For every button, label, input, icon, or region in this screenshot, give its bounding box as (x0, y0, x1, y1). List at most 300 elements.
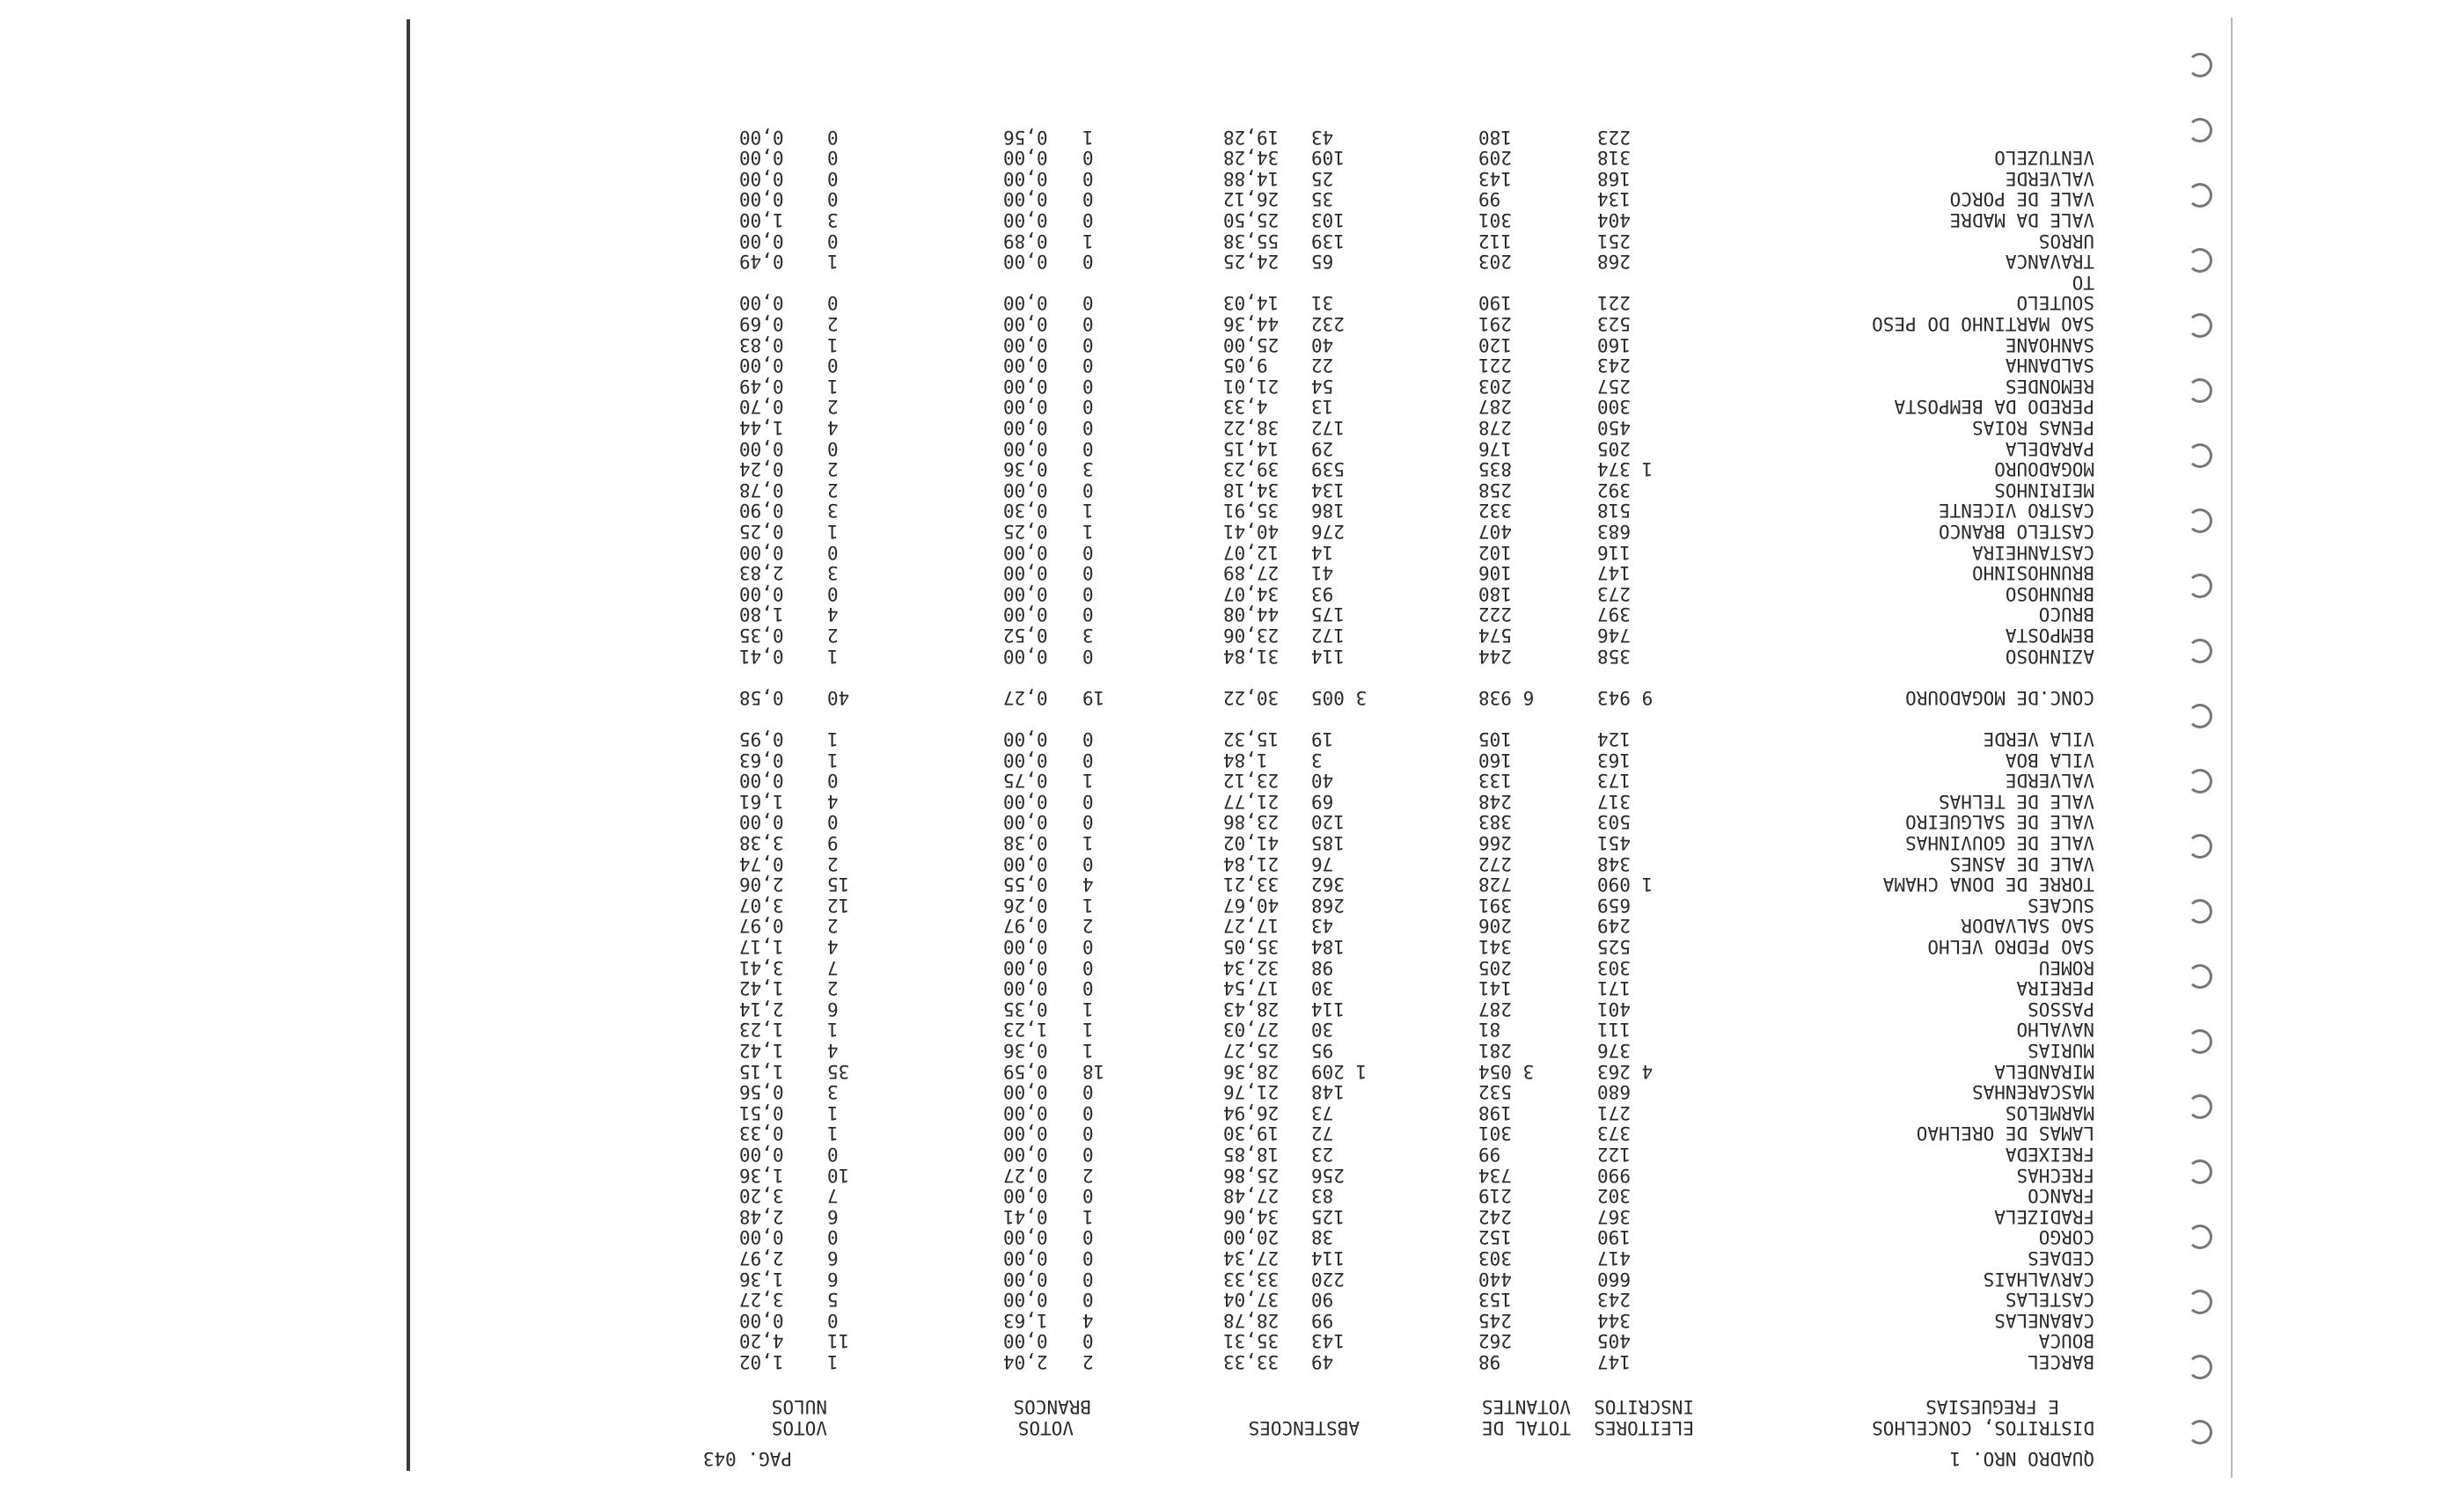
cell-ins: 303 (1597, 956, 1631, 978)
cell-absp: 34,06 (1223, 1205, 1280, 1227)
cell-name: VILA VERDE (1983, 728, 2094, 750)
cell-bra: 3 (1082, 458, 1094, 480)
cell-absp: 27,34 (1223, 1247, 1280, 1269)
cell-nul: 1 (827, 645, 839, 667)
quadro-label: QUADRO NRO. 1 (1949, 1448, 2094, 1469)
cell-absp: 38,22 (1223, 417, 1280, 438)
cell-name: CASTELAS (2005, 1289, 2094, 1311)
cell-nul: 1 (827, 251, 839, 273)
table-row (634, 230, 2094, 252)
cell-bra: 0 (1082, 375, 1094, 397)
cell-brap: 0,59 (1003, 1060, 1048, 1082)
cell-brap: 1,23 (1003, 1019, 1048, 1041)
cell-bra: 0 (1082, 1101, 1094, 1123)
cell-nul: 35 (827, 1060, 850, 1082)
cell-absp: 14,88 (1223, 167, 1280, 189)
cell-absp: 44,36 (1223, 313, 1280, 334)
punch-hole (2188, 443, 2212, 468)
cell-bra: 0 (1082, 1226, 1094, 1248)
table-row (634, 1144, 2094, 1165)
cell-nul: 4 (827, 1040, 839, 1061)
cell-bra: 0 (1082, 251, 1094, 273)
cell-nul: 10 (827, 1164, 850, 1186)
header-brancos-2: BRANCOS (1013, 1396, 1091, 1417)
cell-nulp: 0,49 (739, 375, 784, 397)
cell-nulp: 1,44 (739, 417, 784, 438)
cell-ins: 251 (1597, 230, 1631, 252)
cell-nul: 2 (827, 977, 839, 999)
cell-brap: 0,56 (1003, 126, 1048, 148)
cell-abs: 1 209 (1311, 1060, 1368, 1082)
cell-brap: 0,00 (1003, 147, 1048, 169)
cell-name: REMONDES (2005, 375, 2094, 397)
cell-brap: 0,55 (1003, 874, 1048, 896)
cell-name: SAO MARTINHO DO PESO (1872, 313, 2094, 334)
cell-name: URROS (2038, 230, 2094, 252)
cell-nul: 2 (827, 915, 839, 937)
cell-name: VALE DE TELHAS (1938, 790, 2094, 812)
cell-nulp: 3,27 (739, 1289, 784, 1311)
cell-ins: 451 (1597, 832, 1631, 853)
table-row (634, 1123, 2094, 1144)
cell-abs: 40 (1311, 333, 1334, 355)
table-row (634, 292, 2094, 313)
cell-abs: 114 (1311, 645, 1345, 667)
table-row (634, 791, 2094, 812)
cell-absp: 31,84 (1223, 645, 1280, 667)
cell-abs: 23 (1311, 1144, 1334, 1165)
cell-absp: 40,41 (1223, 521, 1280, 542)
cell-ins: 9 943 (1597, 686, 1654, 708)
punch-hole (2188, 183, 2212, 208)
table-row (634, 853, 2094, 874)
cell-absp: 35,31 (1223, 1330, 1280, 1352)
cell-bra: 0 (1082, 417, 1094, 438)
header-votantes-1: TOTAL DE (1481, 1417, 1571, 1438)
cell-nul: 2 (827, 396, 839, 418)
cell-absp: 17,54 (1223, 977, 1280, 999)
table-row (634, 998, 2094, 1020)
table-row (634, 977, 2094, 998)
table-row (634, 687, 2094, 708)
punch-hole (2188, 899, 2212, 924)
table-row (634, 334, 2094, 355)
cell-absp: 40,67 (1223, 894, 1280, 916)
cell-brap: 0,00 (1003, 977, 1048, 999)
table-row (634, 209, 2094, 230)
cell-name: BRUNHOSO (2005, 582, 2094, 604)
cell-absp: 27,48 (1223, 1185, 1280, 1207)
cell-bra: 0 (1082, 1330, 1094, 1352)
cell-nul: 1 (827, 521, 839, 542)
cell-nulp: 0,00 (739, 770, 784, 792)
cell-name: VALE DA MADRE (1949, 209, 2094, 230)
cell-bra: 4 (1082, 1309, 1094, 1331)
cell-brap: 0,00 (1003, 251, 1048, 273)
cell-abs: 30 (1311, 977, 1334, 999)
cell-ins: 160 (1597, 333, 1631, 355)
cell-name: BARCEL (2028, 1351, 2094, 1372)
table-row (634, 355, 2094, 376)
cell-nul: 0 (827, 355, 839, 377)
cell-nulp: 0,00 (739, 437, 784, 459)
cell-bra: 1 (1082, 230, 1094, 252)
cell-name: CASTRO VICENTE (1938, 500, 2094, 522)
table-row (634, 770, 2094, 791)
cell-bra: 0 (1082, 292, 1094, 314)
cell-brap: 0,00 (1003, 749, 1048, 771)
cell-nul: 1 (827, 728, 839, 750)
cell-brap: 0,00 (1003, 728, 1048, 750)
header-brancos-1: VOTOS (1017, 1417, 1074, 1438)
cell-vot: 391 (1478, 894, 1512, 916)
table-row (634, 251, 2094, 272)
header-area-2: E FREGUESIAS (1925, 1396, 2059, 1417)
cell-vot: 242 (1478, 1205, 1512, 1227)
cell-name: CABANELAS (1994, 1309, 2094, 1331)
punch-hole (2188, 378, 2212, 403)
cell-vot: 190 (1478, 292, 1512, 314)
cell-nul: 0 (827, 188, 839, 210)
cell-nulp: 0,74 (739, 852, 784, 874)
header-nulos-1: VOTOS (771, 1417, 827, 1438)
cell-abs: 13 (1311, 396, 1334, 418)
cell-bra: 0 (1082, 167, 1094, 189)
cell-abs: 25 (1311, 167, 1334, 189)
cell-name: BRUNHOSINHO (1971, 562, 2094, 584)
cell-abs: 185 (1311, 832, 1345, 853)
cell-nul: 0 (827, 1144, 839, 1165)
cell-nulp: 2,97 (739, 1247, 784, 1269)
table-row (634, 895, 2094, 916)
cell-abs: 19 (1311, 728, 1334, 750)
table-row (634, 313, 2094, 334)
cell-abs: 268 (1311, 894, 1345, 916)
cell-name: SALDANHA (2005, 355, 2094, 377)
cell-vot: 180 (1478, 126, 1512, 148)
cell-nul: 1 (827, 1123, 839, 1145)
cell-ins: 168 (1597, 167, 1631, 189)
table-row (634, 479, 2094, 501)
cell-bra: 0 (1082, 1289, 1094, 1311)
cell-brap: 0,00 (1003, 1289, 1048, 1311)
cell-vot: 176 (1478, 437, 1512, 459)
cell-nulp: 0,00 (739, 541, 784, 563)
cell-vot: 205 (1478, 956, 1512, 978)
table-row (634, 147, 2094, 168)
punch-hole (2188, 704, 2212, 728)
cell-name: NAVALHO (2016, 1019, 2094, 1041)
cell-ins: 302 (1597, 1185, 1631, 1207)
cell-absp: 12,07 (1223, 541, 1280, 563)
cell-brap: 0,89 (1003, 230, 1048, 252)
cell-name: PENAS ROIAS (1971, 417, 2094, 438)
cell-name: PARADELA (2005, 437, 2094, 459)
cell-nulp: 0,51 (739, 1101, 784, 1123)
cell-ins: 122 (1597, 1144, 1631, 1165)
table-row (634, 438, 2094, 459)
cell-nulp: 3,38 (739, 832, 784, 853)
table-row (634, 272, 2094, 293)
cell-brap: 0,30 (1003, 500, 1048, 522)
cell-nulp: 1,36 (739, 1164, 784, 1186)
cell-absp: 4,33 (1223, 396, 1268, 418)
cell-bra: 18 (1082, 1060, 1105, 1082)
cell-absp: 25,00 (1223, 333, 1280, 355)
cell-abs: 232 (1311, 313, 1345, 334)
cell-bra: 1 (1082, 770, 1094, 792)
cell-ins: 680 (1597, 1081, 1631, 1103)
cell-name: PASSOS (2028, 998, 2094, 1020)
cell-vot: 112 (1478, 230, 1512, 252)
cell-nul: 3 (827, 209, 839, 230)
cell-abs: 76 (1311, 852, 1334, 874)
cell-vot: 278 (1478, 417, 1512, 438)
table-row (634, 417, 2094, 438)
cell-brap: 0,52 (1003, 625, 1048, 646)
cell-nulp: 1,23 (739, 1019, 784, 1041)
cell-ins: 417 (1597, 1247, 1631, 1269)
punch-hole (2188, 964, 2212, 989)
cell-nulp: 2,06 (739, 874, 784, 896)
cell-abs: 30 (1311, 1019, 1334, 1041)
punch-hole (2188, 1029, 2212, 1054)
cell-nulp: 0,00 (739, 188, 784, 210)
header-nulos-2: NULOS (771, 1396, 827, 1417)
page-number: PAG. 043 (702, 1448, 792, 1469)
cell-vot: 180 (1478, 582, 1512, 604)
cell-ins: 450 (1597, 417, 1631, 438)
cell-nulp: 0,00 (739, 230, 784, 252)
cell-bra: 0 (1082, 956, 1094, 978)
cell-vot: 209 (1478, 147, 1512, 169)
table-row (634, 707, 2094, 728)
cell-bra: 0 (1082, 728, 1094, 750)
table-row (634, 915, 2094, 936)
table-row (634, 188, 2094, 209)
cell-bra: 0 (1082, 603, 1094, 625)
cell-nulp: 1,42 (739, 1040, 784, 1061)
cell-nul: 2 (827, 852, 839, 874)
cell-ins: 990 (1597, 1164, 1631, 1186)
cell-ins: 518 (1597, 500, 1631, 522)
cell-abs: 83 (1311, 1185, 1334, 1207)
table-row (634, 396, 2094, 417)
cell-brap: 0,00 (1003, 562, 1048, 584)
table-row (634, 1019, 2094, 1040)
cell-absp: 28,78 (1223, 1309, 1280, 1331)
cell-vot: 407 (1478, 521, 1512, 542)
cell-brap: 0,00 (1003, 956, 1048, 978)
cell-nul: 0 (827, 1309, 839, 1331)
cell-absp: 19,28 (1223, 126, 1280, 148)
cell-ins: 116 (1597, 541, 1631, 563)
cell-bra: 0 (1082, 333, 1094, 355)
cell-nulp: 0,63 (739, 749, 784, 771)
cell-nulp: 1,61 (739, 790, 784, 812)
cell-nul: 1 (827, 375, 839, 397)
cell-bra: 1 (1082, 998, 1094, 1020)
cell-bra: 2 (1082, 1351, 1094, 1372)
table-row (634, 1289, 2094, 1310)
punch-hole (2188, 1159, 2212, 1184)
cell-nulp: 3,20 (739, 1185, 784, 1207)
cell-vot: 141 (1478, 977, 1512, 999)
cell-nul: 12 (827, 894, 850, 916)
cell-nulp: 1,17 (739, 936, 784, 957)
cell-brap: 0,00 (1003, 1330, 1048, 1352)
cell-abs: 109 (1311, 147, 1345, 169)
cell-name: BOUCA (2038, 1330, 2094, 1352)
cell-ins: 221 (1597, 292, 1631, 314)
cell-name: CASTANHEIRA (1971, 541, 2094, 563)
cell-name: MEIRINHOS (1994, 479, 2094, 501)
cell-nul: 3 (827, 1081, 839, 1103)
cell-name: MASCARENHAS (1971, 1081, 2094, 1103)
cell-nulp: 0,00 (739, 1309, 784, 1331)
cell-absp: 33,33 (1223, 1268, 1280, 1290)
cell-nulp: 0,33 (739, 1123, 784, 1145)
cell-nulp: 1,02 (739, 1351, 784, 1372)
cell-nulp: 1,80 (739, 603, 784, 625)
cell-nulp: 4,20 (739, 1330, 784, 1352)
cell-ins: 659 (1597, 894, 1631, 916)
cell-nulp: 1,15 (739, 1060, 784, 1082)
cell-nulp: 2,14 (739, 998, 784, 1020)
cell-nulp: 0,90 (739, 500, 784, 522)
cell-nulp: 2,83 (739, 562, 784, 584)
cell-abs: 54 (1311, 375, 1334, 397)
table-row (634, 625, 2094, 646)
cell-abs: 114 (1311, 1247, 1345, 1269)
cell-ins: 163 (1597, 749, 1631, 771)
cell-nulp: 0,95 (739, 728, 784, 750)
cell-nul: 6 (827, 1268, 839, 1290)
cell-absp: 19,30 (1223, 1123, 1280, 1145)
cell-bra: 0 (1082, 1081, 1094, 1103)
cell-name: PEREDO DA BEMPOSTA (1894, 396, 2094, 418)
cell-vot: 291 (1478, 313, 1512, 334)
cell-brap: 0,00 (1003, 479, 1048, 501)
cell-nulp: 0,00 (739, 1226, 784, 1248)
header-inscritos-1: ELEITORES (1594, 1417, 1694, 1438)
cell-absp: 23,12 (1223, 770, 1280, 792)
cell-nul: 4 (827, 603, 839, 625)
cell-vot: 102 (1478, 541, 1512, 563)
page-edge (2231, 18, 2233, 1478)
cell-ins: 173 (1597, 770, 1631, 792)
cell-bra: 1 (1082, 1040, 1094, 1061)
cell-ins: 317 (1597, 790, 1631, 812)
cell-vot: 266 (1478, 832, 1512, 853)
cell-brap: 1,63 (1003, 1309, 1048, 1331)
table-row (634, 1269, 2094, 1290)
cell-abs: 134 (1311, 479, 1345, 501)
cell-vot: 301 (1478, 209, 1512, 230)
cell-abs: 95 (1311, 1040, 1334, 1061)
cell-bra: 0 (1082, 147, 1094, 169)
cell-abs: 103 (1311, 209, 1345, 230)
cell-name: VENTUZELO (1994, 147, 2094, 169)
table-row (634, 168, 2094, 189)
table-row (634, 1040, 2094, 1061)
cell-abs: 172 (1311, 417, 1345, 438)
cell-abs: 139 (1311, 230, 1345, 252)
cell-name: SAO SALVADOR (1961, 915, 2094, 937)
cell-abs: 41 (1311, 562, 1334, 584)
cell-ins: 358 (1597, 645, 1631, 667)
cell-nulp: 1,00 (739, 209, 784, 230)
cell-bra: 0 (1082, 437, 1094, 459)
table-row (634, 811, 2094, 832)
cell-absp: 14,15 (1223, 437, 1280, 459)
table-row (634, 1351, 2094, 1372)
cell-ins: 503 (1597, 811, 1631, 833)
cell-nulp: 0,24 (739, 458, 784, 480)
cell-ins: 268 (1597, 251, 1631, 273)
cell-name: PEREIRA (2016, 977, 2094, 999)
cell-brap: 0,00 (1003, 1081, 1048, 1103)
cell-vot: 287 (1478, 396, 1512, 418)
cell-abs: 3 (1311, 749, 1323, 771)
cell-absp: 35,91 (1223, 500, 1280, 522)
table-row (634, 936, 2094, 957)
cell-nul: 0 (827, 1226, 839, 1248)
cell-vot: 105 (1478, 728, 1512, 750)
cell-brap: 0,00 (1003, 437, 1048, 459)
cell-vot: 245 (1478, 1309, 1512, 1331)
cell-bra: 1 (1082, 126, 1094, 148)
cell-brap: 0,35 (1003, 998, 1048, 1020)
cell-abs: 114 (1311, 998, 1345, 1020)
cell-ins: 271 (1597, 1101, 1631, 1123)
cell-vot: 222 (1478, 603, 1512, 625)
cell-nul: 6 (827, 1247, 839, 1269)
cell-name: SANHOANE (2005, 333, 2094, 355)
cell-brap: 0,75 (1003, 770, 1048, 792)
cell-brap: 0,00 (1003, 1144, 1048, 1165)
cell-ins: 223 (1597, 126, 1631, 148)
cell-nul: 11 (827, 1330, 850, 1352)
binding-spine (407, 19, 410, 1471)
cell-bra: 4 (1082, 874, 1094, 896)
cell-ins: 525 (1597, 936, 1631, 957)
cell-abs: 186 (1311, 500, 1345, 522)
cell-name: BRUCO (2038, 603, 2094, 625)
cell-brap: 0,97 (1003, 915, 1048, 937)
cell-name: VALE DE GOUVINHAS (1905, 832, 2094, 853)
cell-vot: 203 (1478, 251, 1512, 273)
cell-abs: 14 (1311, 541, 1334, 563)
cell-bra: 1 (1082, 500, 1094, 522)
table-row (634, 874, 2094, 895)
header-votantes-2: VOTANTES (1481, 1396, 1571, 1417)
cell-nul: 0 (827, 167, 839, 189)
cell-abs: 43 (1311, 915, 1334, 937)
cell-absp: 21,84 (1223, 852, 1280, 874)
cell-nul: 0 (827, 292, 839, 314)
table-row (634, 583, 2094, 604)
cell-ins: 373 (1597, 1123, 1631, 1145)
cell-nulp: 0,49 (739, 251, 784, 273)
cell-ins: 397 (1597, 603, 1631, 625)
cell-name: FRANCO (2028, 1185, 2094, 1207)
cell-brap: 0,00 (1003, 936, 1048, 957)
cell-brap: 2,04 (1003, 1351, 1048, 1372)
cell-bra: 1 (1082, 521, 1094, 542)
cell-vot: 98 (1478, 1351, 1501, 1372)
punch-hole (2188, 313, 2212, 338)
